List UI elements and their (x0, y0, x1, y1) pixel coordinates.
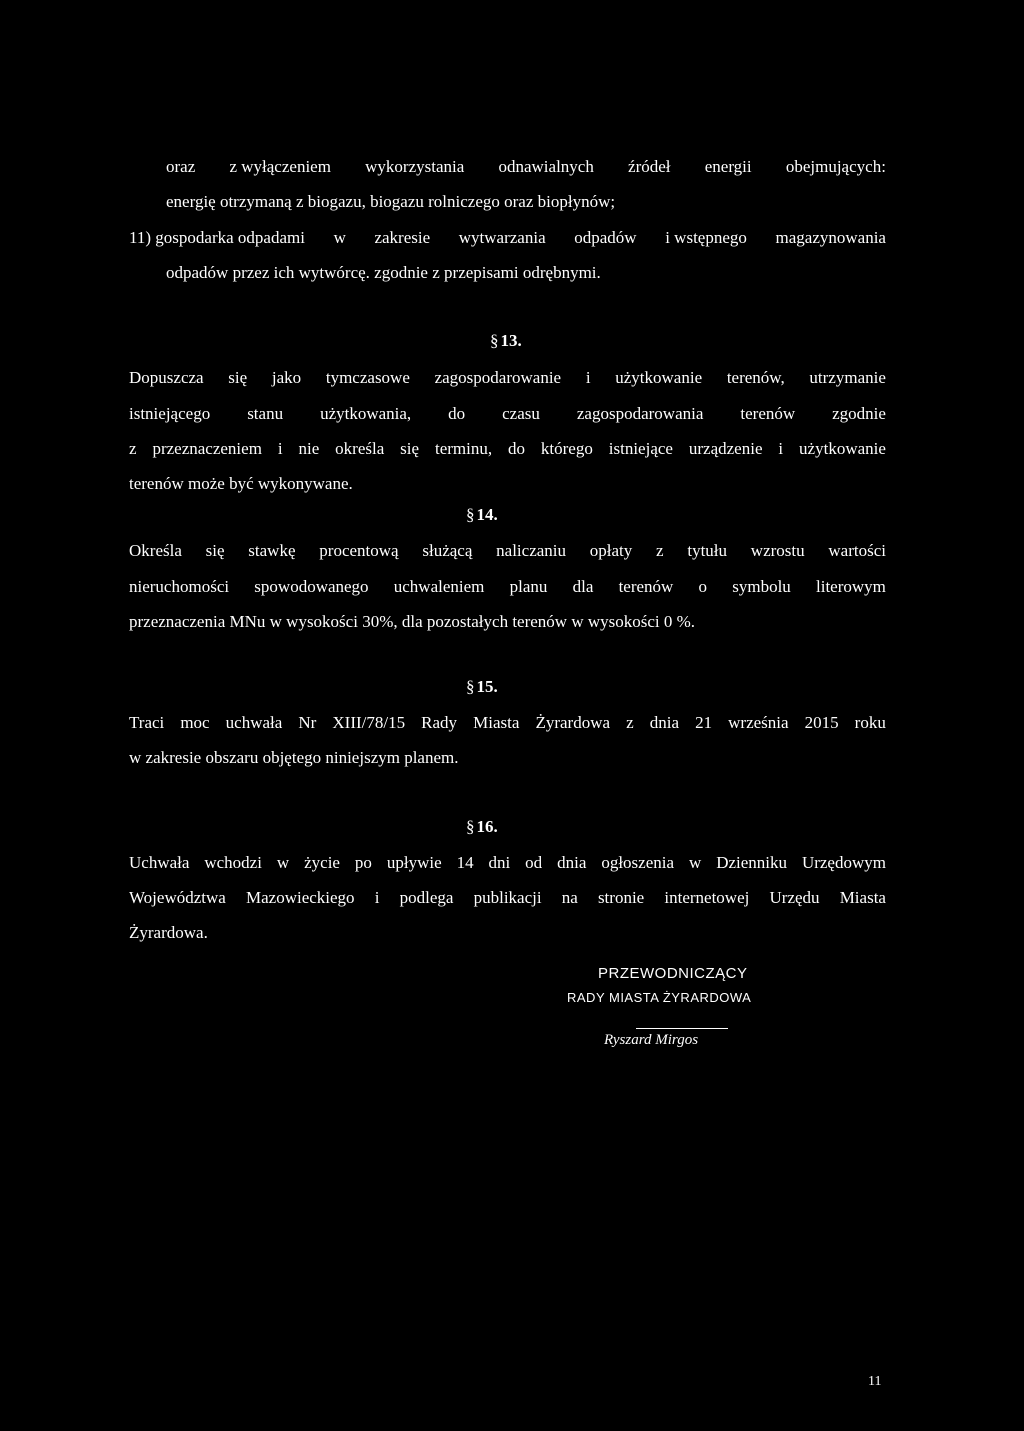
word: zgodnie (832, 404, 886, 423)
intro-line-1 (166, 156, 886, 178)
word: Określa (129, 541, 182, 560)
word: terminu, (434, 439, 493, 458)
section-13-heading (490, 330, 522, 352)
word: i (277, 439, 283, 458)
section-number: 13. (500, 331, 522, 350)
word: do (448, 404, 466, 423)
word: tytułu (687, 541, 728, 560)
section-symbol: § (466, 505, 475, 524)
word: nie (298, 439, 320, 458)
word: Dzienniku (716, 853, 788, 872)
section-number: 16. (476, 817, 498, 836)
word: o (698, 577, 708, 596)
word: użytkowania, (320, 404, 412, 423)
word: zagospodarowania (576, 404, 704, 423)
section-14-heading (466, 504, 498, 526)
word: zagospodarowanie (434, 368, 562, 387)
word: Miasta (839, 888, 886, 907)
section-number: 15. (476, 677, 498, 696)
word: 21 (695, 713, 713, 732)
word: 14 (456, 853, 474, 872)
section-14-line-2 (129, 576, 886, 598)
word: z (656, 541, 664, 560)
section-13-line-2 (129, 403, 886, 425)
word: się (400, 439, 420, 458)
word: spowodowanego (254, 577, 369, 596)
intro-line-2: energię otrzymaną z biogazu, biogazu rolniczego oraz biopłynów; (166, 192, 616, 211)
word: nieruchomości (129, 577, 230, 596)
word: dnia (557, 853, 587, 872)
word: dnia (649, 713, 679, 732)
word: na (561, 888, 578, 907)
word: istniejącego (129, 404, 211, 423)
section-16-line-1 (129, 852, 886, 874)
word: użytkowanie (799, 439, 886, 458)
signature-line (636, 1028, 728, 1029)
word: odnawialnych (498, 157, 594, 176)
word: Mazowieckiego (245, 888, 355, 907)
word: się (228, 368, 248, 387)
word: moc (180, 713, 210, 732)
word: źródeł (628, 157, 671, 176)
word: wzrostu (750, 541, 805, 560)
section-15-heading (466, 676, 498, 698)
section-13-line-4 (129, 473, 353, 495)
word: 11) gospodarka odpadami (129, 228, 305, 247)
word: i (374, 888, 380, 907)
word: urządzenie (688, 439, 763, 458)
word: jako (271, 368, 302, 387)
word: użytkowanie (615, 368, 703, 387)
section-16-line-3 (129, 922, 208, 944)
word: uchwała (225, 713, 283, 732)
word: Uchwała (129, 853, 190, 872)
word: w (688, 853, 702, 872)
word: roku (854, 713, 886, 732)
word: opłaty (589, 541, 633, 560)
intro-line-4: odpadów przez ich wytwórcę. zgodnie z przepisami odrębnymi. (166, 263, 601, 282)
word: upływie (386, 853, 442, 872)
section-symbol: § (466, 817, 475, 836)
section-13-line-3 (129, 438, 886, 460)
word: stawkę (248, 541, 296, 560)
council-name: RADY MIASTA ŻYRARDOWA (567, 990, 752, 1005)
word: ogłoszenia (601, 853, 675, 872)
word: Urzędu (769, 888, 820, 907)
word: września (728, 713, 789, 732)
word: stronie (597, 888, 645, 907)
section-symbol: § (490, 331, 499, 350)
word: obejmujących: (785, 157, 886, 176)
page-number: 11 (868, 1374, 882, 1389)
word: literowym (816, 577, 886, 596)
section-16-heading (466, 816, 498, 838)
word: procentową (319, 541, 399, 560)
word: wartości (828, 541, 886, 560)
section-15-line-1 (129, 712, 886, 734)
word: oraz (166, 157, 196, 176)
word: i wstępnego (665, 228, 747, 247)
word: terenów może być wykonywane. (129, 474, 353, 493)
word: którego (540, 439, 593, 458)
word: z (626, 713, 634, 732)
word: Województwa (129, 888, 226, 907)
word: symbolu (732, 577, 791, 596)
word: XIII/78/15 (332, 713, 406, 732)
intro-line-3 (129, 227, 886, 249)
word: Traci (129, 713, 165, 732)
word: terenów, (726, 368, 785, 387)
word: odpadów (574, 228, 637, 247)
word: w zakresie obszaru objętego niniejszym planem. (129, 748, 459, 767)
word: zakresie (374, 228, 431, 247)
word: przeznaczeniem (152, 439, 262, 458)
word: z wyłączeniem (229, 157, 331, 176)
word: w (333, 228, 346, 247)
word: Urzędowym (801, 853, 886, 872)
word: i (585, 368, 591, 387)
word: dni (488, 853, 511, 872)
word: wykorzystania (365, 157, 465, 176)
word: czasu (502, 404, 540, 423)
word: 2015 (804, 713, 839, 732)
section-13-line-1 (129, 367, 886, 389)
word: naliczaniu (496, 541, 567, 560)
section-symbol: § (466, 677, 475, 696)
word: określa (335, 439, 385, 458)
word: od (525, 853, 543, 872)
word: terenów (618, 577, 674, 596)
word: wchodzi (204, 853, 262, 872)
word: Żyrardowa (535, 713, 611, 732)
word: się (205, 541, 225, 560)
word: z (129, 439, 137, 458)
section-16-line-2 (129, 887, 886, 909)
word: terenów (740, 404, 796, 423)
section-number: 14. (476, 505, 498, 524)
word: podlega (399, 888, 454, 907)
chairman-title: PRZEWODNICZĄCY (598, 965, 748, 982)
word: internetowej (664, 888, 750, 907)
word: służącą (422, 541, 473, 560)
signature-name: Ryszard Mirgos (604, 1032, 699, 1048)
word: wytwarzania (458, 228, 546, 247)
word: uchwaleniem (393, 577, 485, 596)
word: po (354, 853, 372, 872)
word: publikacji (473, 888, 542, 907)
word: utrzymanie (809, 368, 886, 387)
word: stanu (247, 404, 284, 423)
word: i (778, 439, 784, 458)
section-14-line-3 (129, 611, 695, 633)
section-14-line-1 (129, 540, 886, 562)
word: dla (572, 577, 594, 596)
word: istniejące (608, 439, 673, 458)
word: Żyrardowa. (129, 923, 208, 942)
section-15-line-2 (129, 747, 459, 769)
word: magazynowania (775, 228, 886, 247)
word: Dopuszcza (129, 368, 204, 387)
word: życie (304, 853, 340, 872)
word: energii (704, 157, 752, 176)
word: tymczasowe (325, 368, 410, 387)
word: do (508, 439, 526, 458)
word: planu (509, 577, 548, 596)
word: Miasta (473, 713, 520, 732)
word: Rady (421, 713, 458, 732)
word: Nr (298, 713, 317, 732)
word: w (276, 853, 290, 872)
word: przeznaczenia MNu w wysokości 30%, dla pozostałych terenów w wysokości 0 %. (129, 612, 696, 631)
